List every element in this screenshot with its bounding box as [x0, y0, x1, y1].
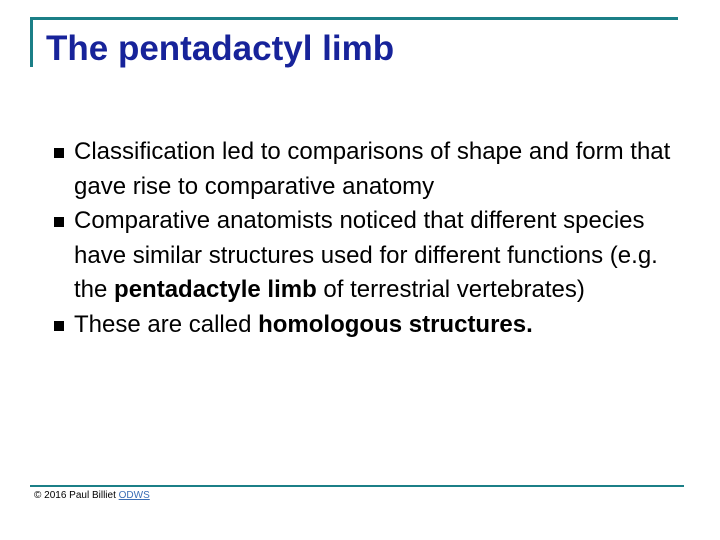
- frame-left-line: [30, 17, 33, 67]
- footer: [34, 490, 150, 501]
- bullet-item: [54, 308, 694, 343]
- bullet-text: Comparative anatomists noticed that different species have similar structures used for different functions (e.g. the: [74, 207, 658, 303]
- frame-bottom-line: [30, 485, 684, 487]
- square-bullet-icon: [54, 321, 64, 331]
- square-bullet-icon: [54, 217, 64, 227]
- bullet-item: [54, 135, 694, 204]
- footer-link[interactable]: ODWS: [118, 490, 150, 501]
- frame-top-line: [30, 17, 678, 20]
- bullet-list: [54, 135, 694, 342]
- square-bullet-icon: [54, 148, 64, 158]
- bullet-text: of terrestrial vertebrates): [316, 276, 585, 303]
- bullet-text: These are called: [74, 310, 259, 338]
- bullet-item: [54, 204, 694, 308]
- bullet-emphasis: pentadactyle limb: [114, 276, 317, 303]
- slide-title: The pentadactyl limb: [46, 29, 395, 68]
- footer-copyright: © 2016 Paul Billiet: [34, 490, 119, 501]
- bullet-text: Classification led to comparisons of shape and form that gave rise to comparative anatomy: [74, 138, 671, 200]
- bullet-emphasis: homologous structures.: [258, 310, 533, 338]
